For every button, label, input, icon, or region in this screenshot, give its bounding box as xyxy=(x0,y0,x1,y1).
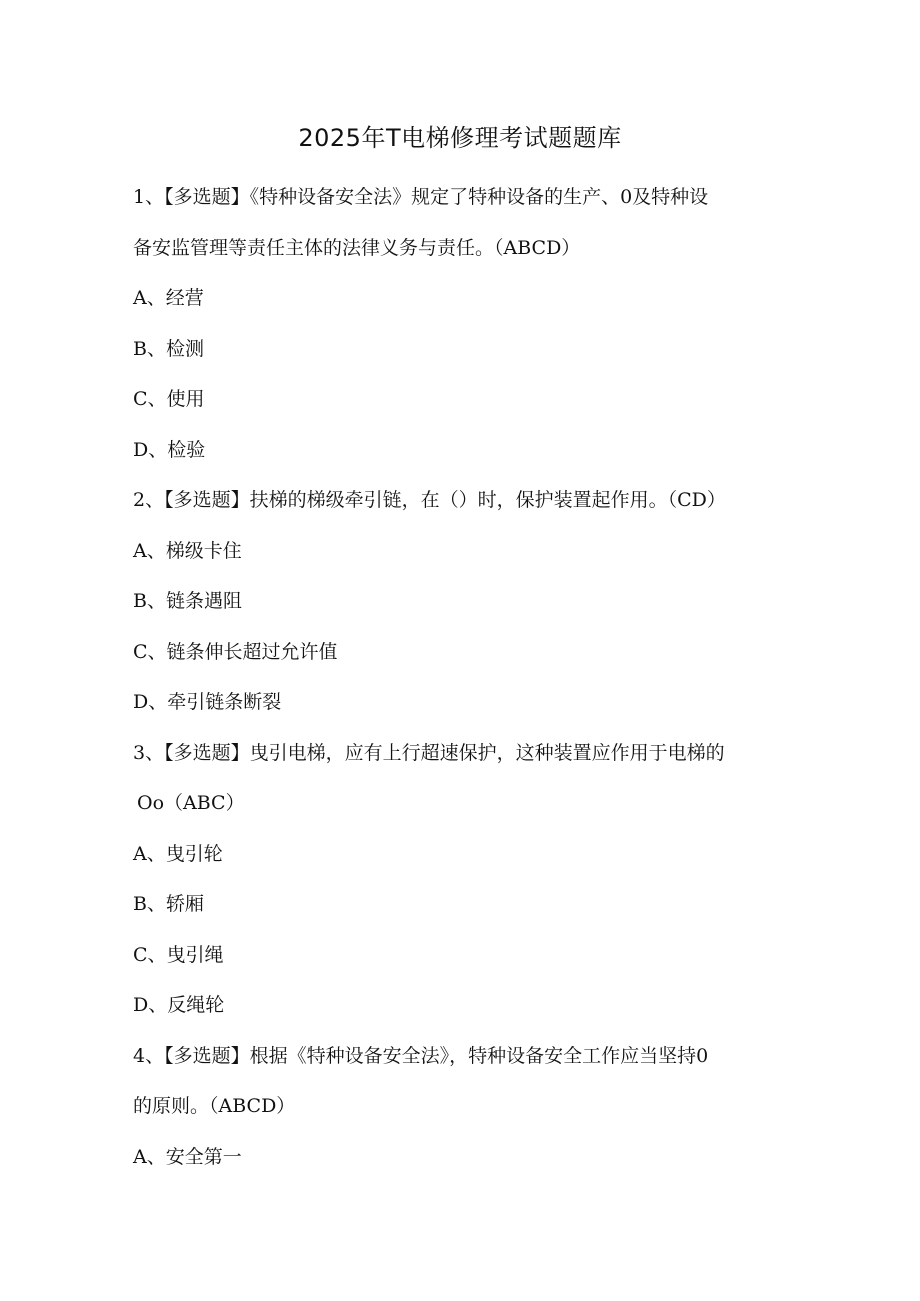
question-2 xyxy=(133,475,783,526)
question-1-option-c: C、使用 xyxy=(133,388,205,410)
document-title: 2025年T电梯修理考试题题库 xyxy=(298,124,622,152)
question-3-option-a: A、曳引轮 xyxy=(133,842,223,865)
question-3-option-d: D、反绳轮 xyxy=(133,994,225,1016)
question-1-option-a: A、经营 xyxy=(133,287,204,309)
question-2-option-b: B、链条遇阻 xyxy=(133,590,242,612)
question-1-stem-line-1: 1、【多选题】《特种设备安全法》规定了特种设备的生产、0及特种设 xyxy=(133,186,709,208)
question-2-option-c: C、链条伸长超过允许值 xyxy=(133,640,338,663)
question-3-option-c: C、曳引绳 xyxy=(133,943,224,966)
question-1-option-b: B、检测 xyxy=(133,337,204,360)
question-4-stem-line-2: 的原则。（ABCD） xyxy=(133,1095,296,1117)
question-list xyxy=(133,172,783,1182)
question-3 xyxy=(133,728,783,829)
question-3-stem-line-2: Oo（ABC） xyxy=(137,792,245,814)
question-3-stem-line-1: 3、【多选题】曳引电梯，应有上行超速保护，这种装置应作用于电梯的 xyxy=(133,741,725,764)
question-1-stem-line-2: 备安监管理等责任主体的法律义务与责任。（ABCD） xyxy=(133,236,581,259)
question-1-option-d: D、检验 xyxy=(133,438,206,461)
question-4 xyxy=(133,1031,783,1132)
question-3-option-b: B、轿厢 xyxy=(133,893,204,915)
question-2-option-d: D、牵引链条断裂 xyxy=(133,691,282,713)
question-2-option-a: A、梯级卡住 xyxy=(133,539,242,562)
question-4-stem-line-1: 4、【多选题】根据《特种设备安全法》，特种设备安全工作应当坚持0 xyxy=(133,1044,709,1067)
question-4-option-a: A、安全第一 xyxy=(133,1145,242,1168)
question-1 xyxy=(133,172,783,273)
question-2-stem-line-1: 2、【多选题】扶梯的梯级牵引链，在（）时，保护装置起作用。（CD） xyxy=(133,489,726,511)
